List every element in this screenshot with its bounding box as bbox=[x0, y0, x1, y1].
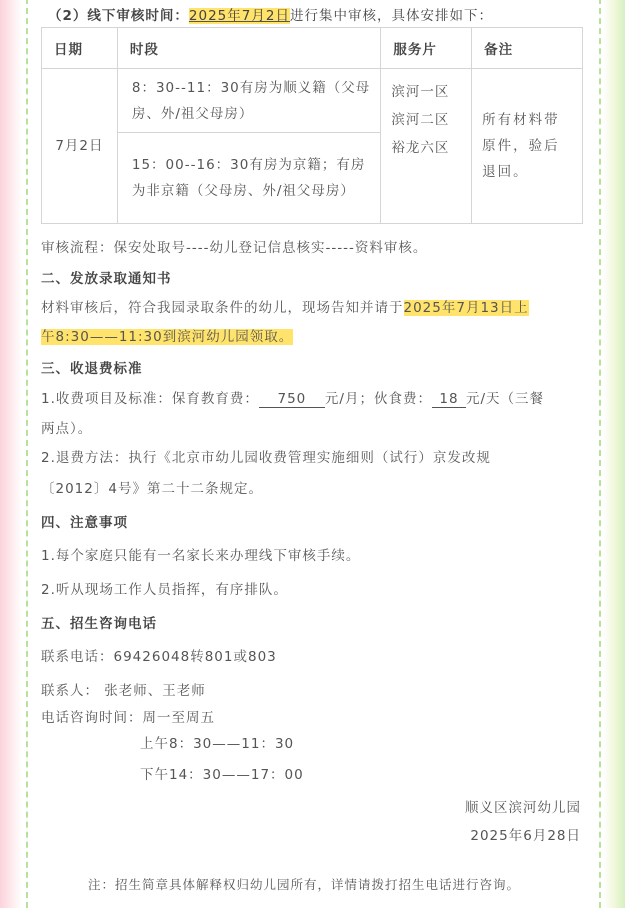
cell-areas bbox=[381, 69, 472, 224]
signature-date: 2025年6月28日 bbox=[470, 828, 581, 844]
section-2-intro bbox=[48, 4, 493, 24]
cell-note: 所有材料带原件，验后退回。 bbox=[472, 69, 583, 224]
consult-hours: 电话咨询时间：周一至周五 bbox=[41, 710, 215, 726]
fee-line-2: 两点）。 bbox=[41, 421, 93, 437]
intro-prefix: （2）线下审核时间： bbox=[48, 8, 189, 24]
cell-slot-2: 15：00--16：30有房为京籍；有房为非京籍（父母房、外/祖父母房） bbox=[117, 133, 380, 224]
fee-label: 1.收费项目及标准：保育教育费： bbox=[41, 391, 259, 407]
consult-am: 上午8：30——11：30 bbox=[140, 736, 295, 752]
refund-line-1: 2.退费方法：执行《北京市幼儿园收费管理实施细则（试行）京发改规 bbox=[41, 450, 491, 466]
section-2-line-2 bbox=[41, 325, 293, 345]
header-note: 备注 bbox=[472, 28, 583, 69]
header-date: 日期 bbox=[42, 28, 118, 69]
intro-suffix: 进行集中审核，具体安排如下： bbox=[289, 8, 493, 24]
section-4-heading: 四、注意事项 bbox=[41, 515, 128, 531]
consult-pm: 下午14：30——17：00 bbox=[140, 767, 304, 783]
table-header-row bbox=[42, 28, 583, 69]
area-3: 裕龙六区 bbox=[391, 140, 450, 156]
cell-date: 7月2日 bbox=[42, 69, 118, 224]
schedule-table bbox=[41, 27, 583, 224]
footnote: 注：招生简章具体解释权归幼儿园所有，详情请拨打招生电话进行咨询。 bbox=[88, 877, 521, 892]
section-2-heading: 二、发放录取通知书 bbox=[41, 271, 172, 287]
section-5-heading: 五、招生咨询电话 bbox=[41, 616, 157, 632]
cell-slot-1: 8：30--11：30有房为顺义籍（父母房、外/祖父母房） bbox=[117, 69, 380, 133]
intro-date: 2025年7月2日 bbox=[188, 8, 290, 24]
refund-line-2: 〔2012〕4号》第二十二条规定。 bbox=[41, 481, 263, 497]
table-row bbox=[42, 69, 583, 133]
review-process: 审核流程：保安处取号----幼儿登记信息核实-----资料审核。 bbox=[41, 240, 428, 256]
fee-education-value: 750 bbox=[259, 392, 325, 408]
signature-org: 顺义区滨河幼儿园 bbox=[465, 800, 581, 816]
fee-food-unit: 元/天（三餐 bbox=[465, 391, 545, 407]
section-2-highlight-1: 2025年7月13日上 bbox=[403, 300, 529, 316]
section-2-highlight-2: 午8:30——11:30到滨河幼儿园领取。 bbox=[41, 329, 294, 345]
contact-phone: 联系电话：69426048转801或803 bbox=[41, 649, 277, 665]
fee-line bbox=[41, 387, 544, 408]
header-slot: 时段 bbox=[117, 28, 380, 69]
section-3-heading: 三、收退费标准 bbox=[41, 361, 143, 377]
notice-item-1: 1.每个家庭只能有一名家长来办理线下审核手续。 bbox=[41, 548, 361, 564]
contact-persons: 联系人： 张老师、王老师 bbox=[41, 683, 206, 699]
section-2-text: 材料审核后，符合我园录取条件的幼儿，现场告知并请于 bbox=[41, 300, 404, 316]
area-1: 滨河一区 bbox=[391, 84, 450, 100]
area-2: 滨河二区 bbox=[391, 112, 450, 128]
notice-item-2: 2.听从现场工作人员指挥，有序排队。 bbox=[41, 582, 288, 598]
fee-label-food: 元/月；伙食费： bbox=[324, 391, 432, 407]
fee-food-value: 18 bbox=[432, 392, 466, 408]
header-area: 服务片 bbox=[381, 28, 472, 69]
section-2-line-1 bbox=[41, 296, 529, 316]
